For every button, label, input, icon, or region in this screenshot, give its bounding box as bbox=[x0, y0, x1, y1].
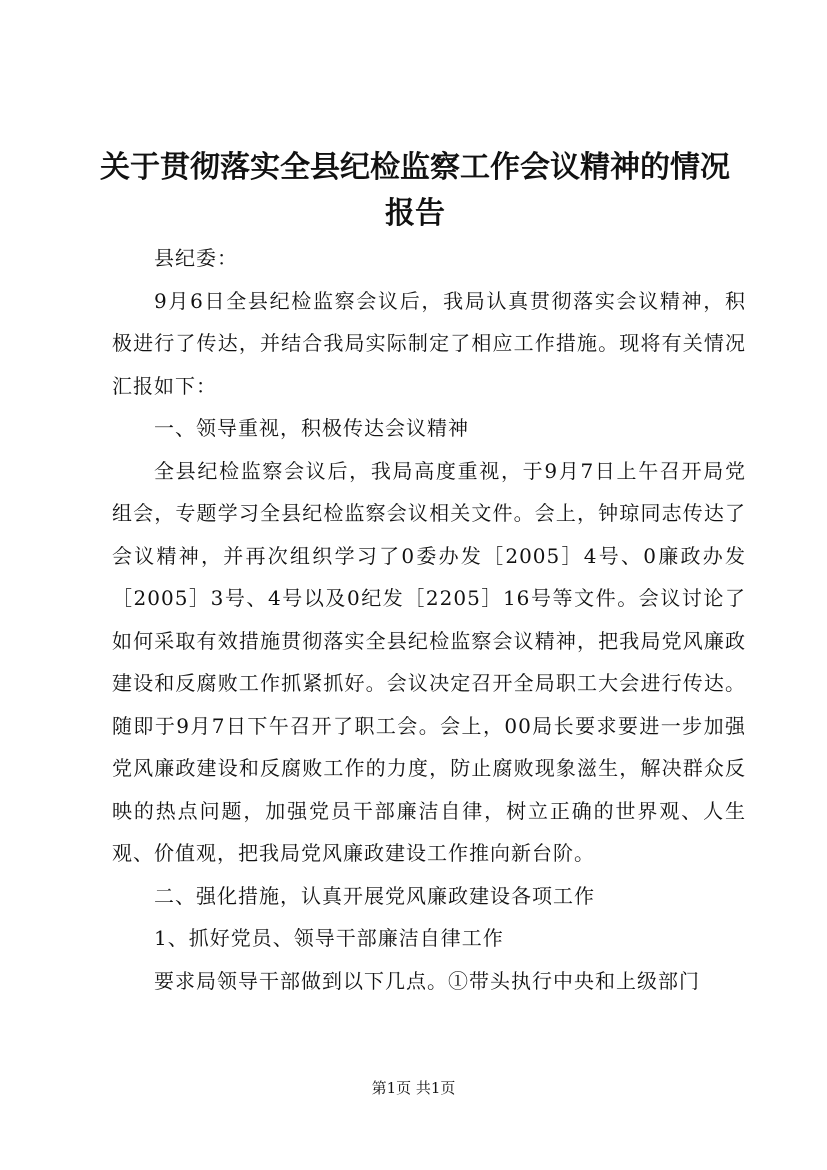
section-1-paragraph: 全县纪检监察会议后，我局高度重视，于9月7日上午召开局党组会，专题学习全县纪检监察会议相关文件。会上，钟琼同志传达了会议精神，并再次组织学习了0委办发［2005］4号、0廉政办发［2005］3号、4号以及0纪发［2205］16号等文件。会议讨论了如何采取有效措施贯彻落实全县纪检监察会议精神，把我局党风廉政建设和反腐败工作抓紧抓好。会议决定召开全局职工大会进行传达。随即于9月7日下午召开了职工会。会上，00局长要求要进一步加强党风廉政建设和反腐败工作的力度，防止腐败现象滋生，解决群众反映的热点问题，加强党员干部廉洁自律，树立正确的世界观、人生观、价值观，把我局党风廉政建设工作推向新台阶。 bbox=[112, 458, 746, 865]
document-body bbox=[112, 237, 746, 1002]
document-title: 关于贯彻落实全县纪检监察工作会议精神的情况报告 bbox=[100, 150, 730, 231]
section-heading-2: 二、强化措施，认真开展党风廉政建设各项工作 bbox=[154, 883, 595, 908]
page-footer: 第1页 共1页 bbox=[371, 1079, 456, 1097]
intro-paragraph: 9月6日全县纪检监察会议后，我局认真贯彻落实会议精神，积极进行了传达，并结合我局实际制定了相应工作措施。现将有关情况汇报如下： bbox=[112, 288, 746, 398]
subsection-heading-1: 1、抓好党员、领导干部廉洁自律工作 bbox=[154, 926, 504, 950]
subsection-1-paragraph: 要求局领导干部做到以下几点。①带头执行中央和上级部门 bbox=[154, 968, 700, 993]
section-heading-1: 一、领导重视，积极传达会议精神 bbox=[154, 416, 469, 440]
salutation: 县纪委： bbox=[154, 246, 238, 270]
